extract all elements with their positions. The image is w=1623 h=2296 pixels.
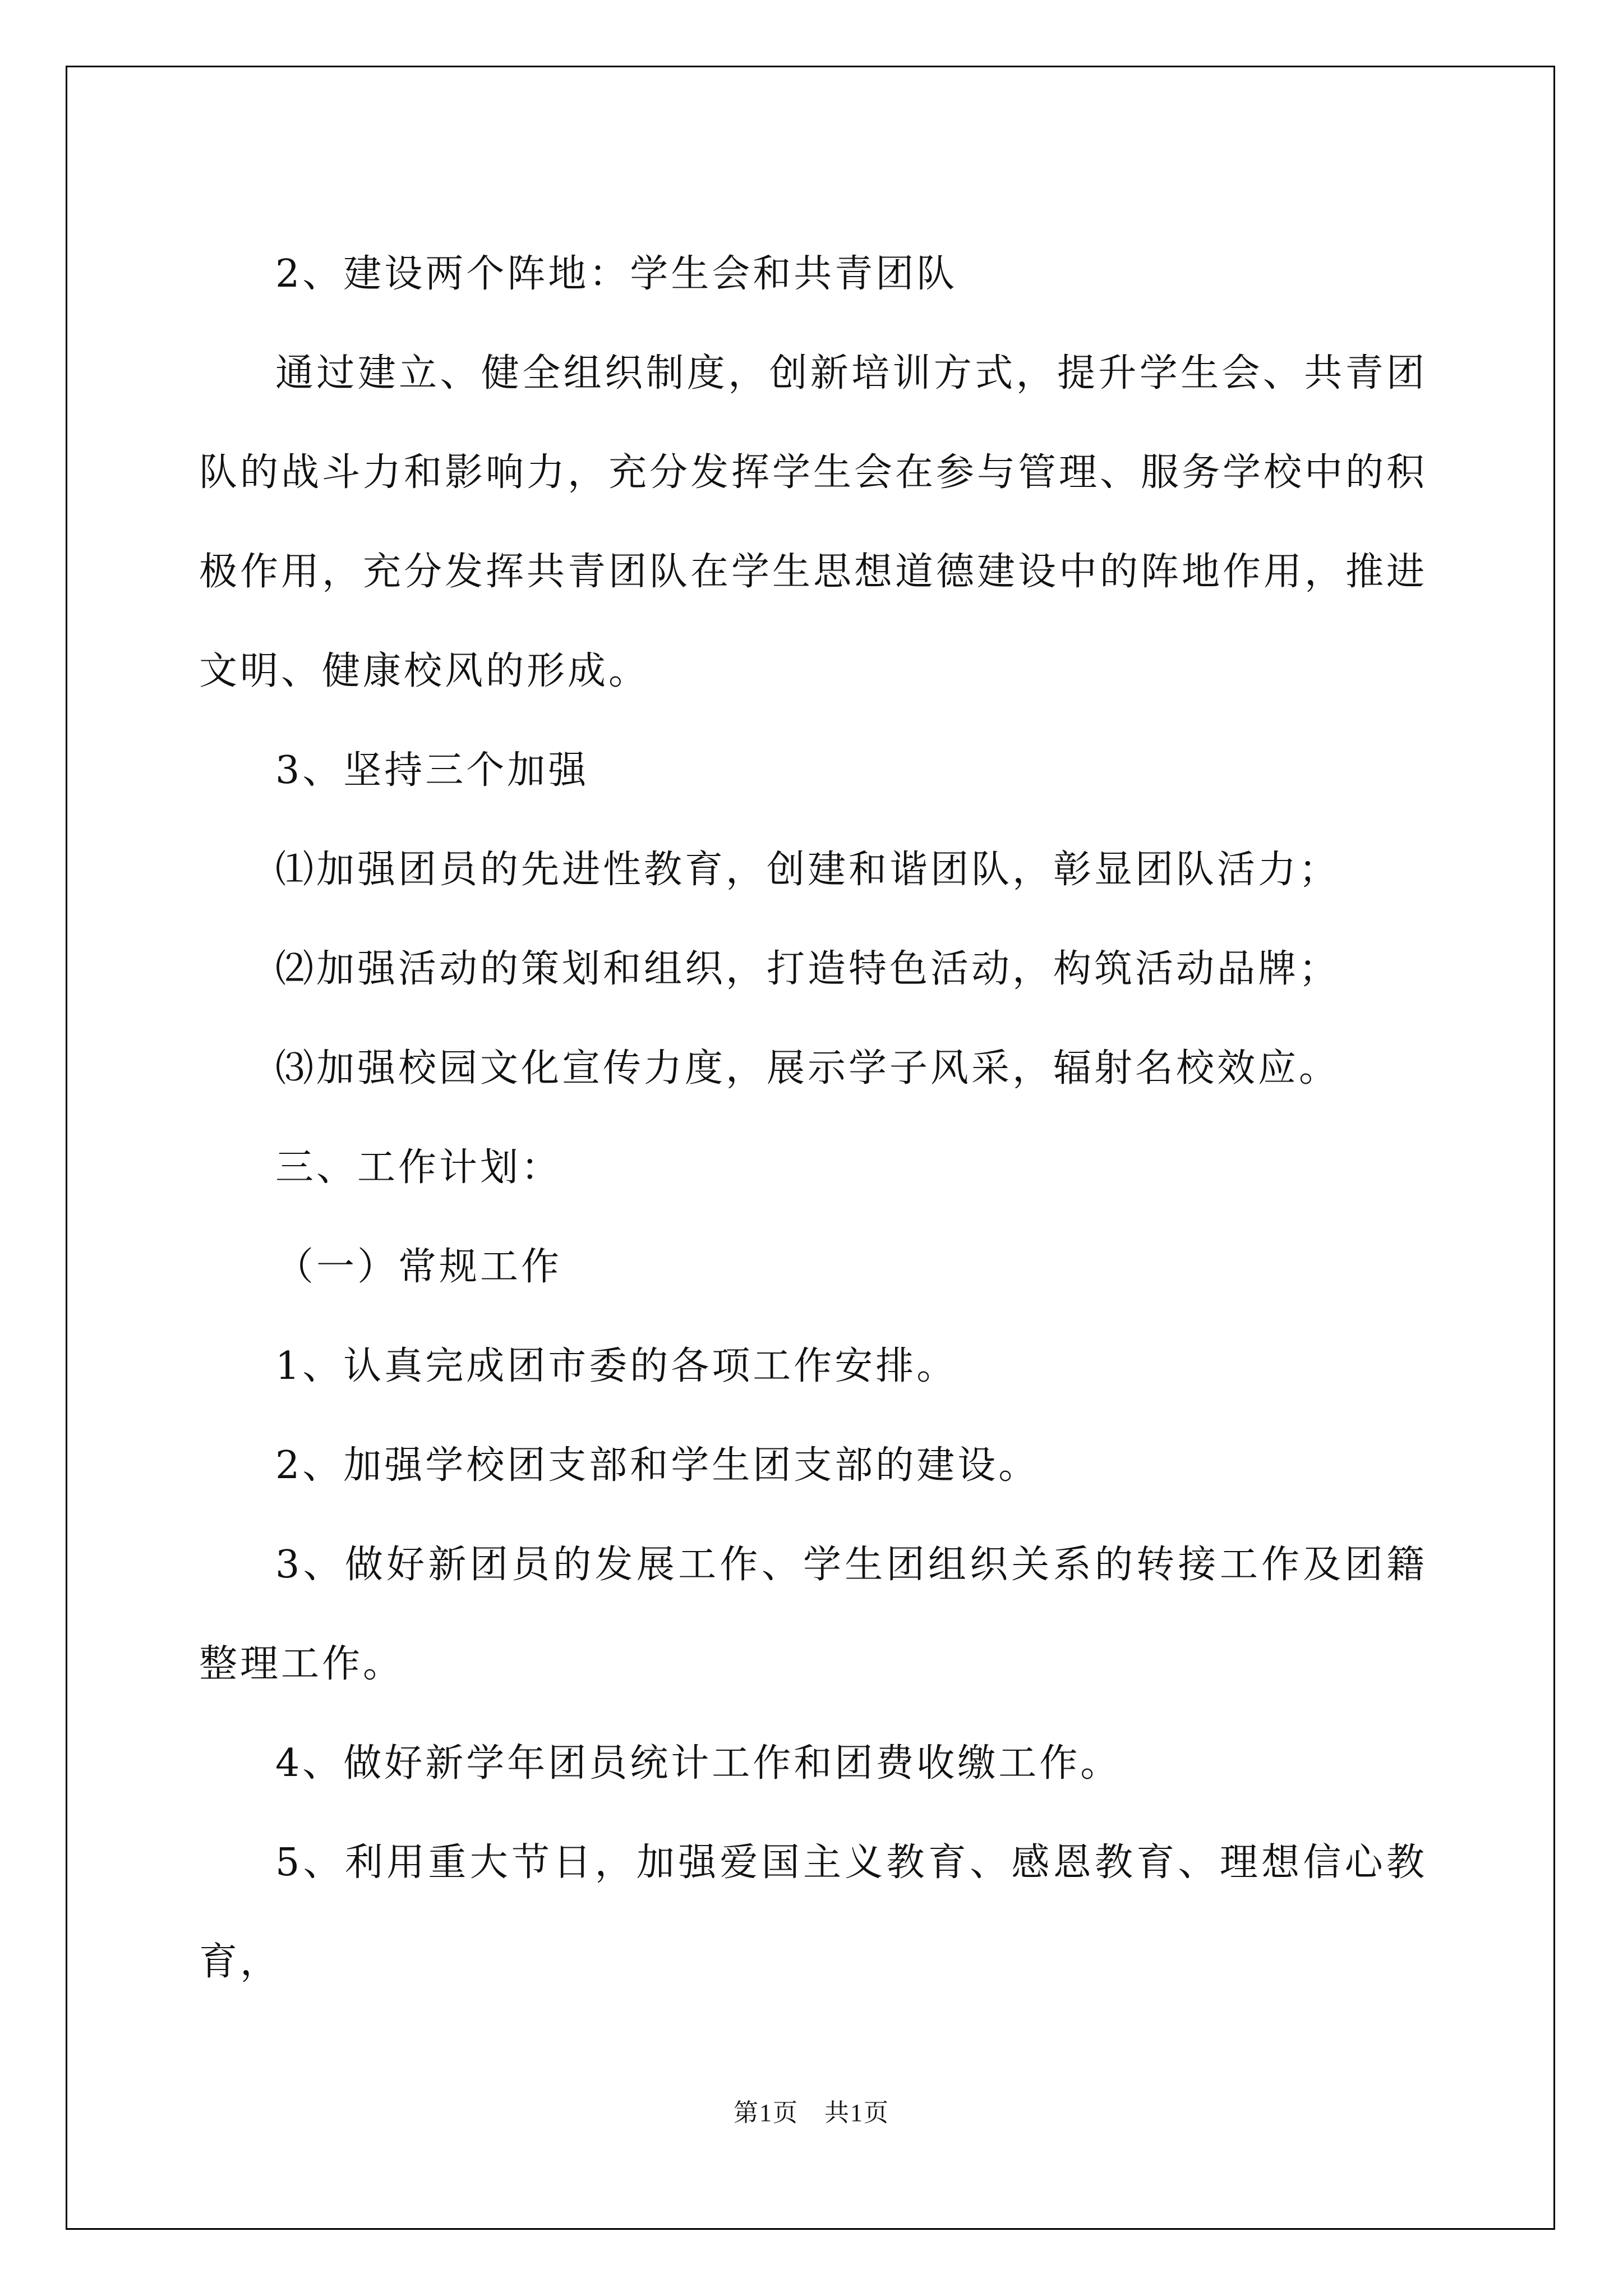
paragraph: 3、坚持三个加强	[275, 748, 589, 793]
page-number: 第1页	[734, 2099, 799, 2127]
page-total: 共1页	[824, 2099, 889, 2127]
subsection-heading: （一）常规工作	[275, 1245, 562, 1289]
paragraph: ⑶加强校园文化宣传力度，展示学子风采，辐射名校效应。	[275, 1046, 1340, 1091]
paragraph: 通过建立、健全组织制度，创新培训方式，提升学生会、共青团队的战斗力和影响力，充分发挥学生会在参与管理、服务学校中的积极作用，充分发挥共青团队在学生思想道德建设中的阵地作用，推进文明、健康校风的形成。	[199, 351, 1428, 693]
page-footer	[0, 2092, 1623, 2128]
paragraph: ⑴加强团员的先进性教育，创建和谐团队，彰显团队活力；	[275, 848, 1340, 892]
paragraph: ⑵加强活动的策划和组织，打造特色活动，构筑活动品牌；	[275, 947, 1340, 991]
paragraph: 1、认真完成团市委的各项工作安排。	[275, 1344, 958, 1388]
paragraph: 2、加强学校团支部和学生团支部的建设。	[275, 1443, 1040, 1488]
paragraph: 5、利用重大节日，加强爱国主义教育、感恩教育、理想信心教育，	[199, 1841, 1427, 1984]
paragraph: 2、建设两个阵地：学生会和共青团队	[275, 252, 958, 296]
section-heading: 三、工作计划：	[275, 1145, 562, 1190]
document-body	[199, 224, 1427, 2012]
paragraph: 4、做好新学年团员统计工作和团费收缴工作。	[275, 1741, 1122, 1786]
paragraph: 3、做好新团员的发展工作、学生团组织关系的转接工作及团籍整理工作。	[199, 1543, 1427, 1686]
